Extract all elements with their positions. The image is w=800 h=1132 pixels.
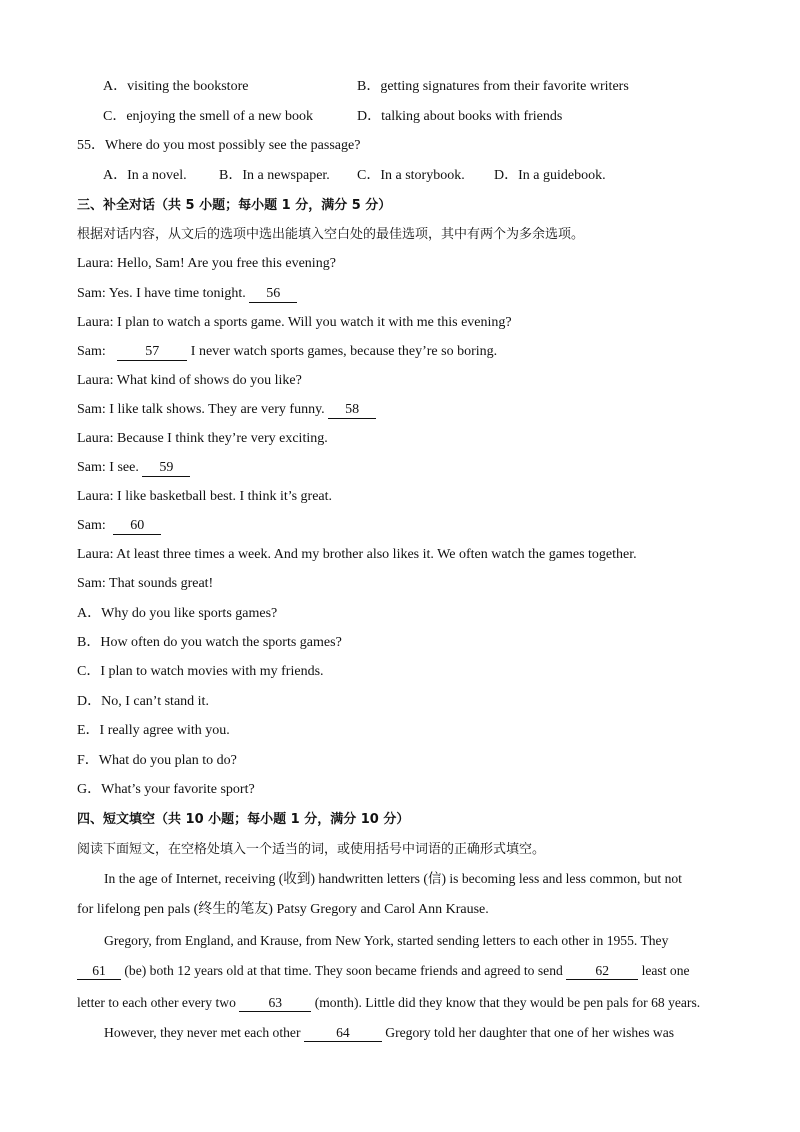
choice-g: G．What’s your favorite sport?	[77, 782, 255, 797]
passage-p1-line1: In the age of Internet, receiving (收到) handwritten letters (信) is becoming less and less common, but not	[104, 871, 682, 886]
blank-57[interactable]: 57	[117, 344, 187, 361]
q54-option-b: B．getting signatures from their favorite writers	[357, 79, 629, 94]
choice-a: A．Why do you like sports games?	[77, 606, 278, 621]
dialogue-line: Laura: I plan to watch a sports game. Will you watch it with me this evening?	[77, 315, 512, 330]
blank-59[interactable]: 59	[142, 460, 190, 477]
blank-58[interactable]: 58	[328, 402, 376, 419]
passage-p2-line3: letter to each other every two 63 (month). Little did they know that they would be pen pals for 68 years.	[77, 995, 701, 1010]
q55-option-a: A．In a novel.	[103, 168, 187, 183]
q55-question: 55．Where do you most possibly see the passage?	[77, 138, 361, 153]
blank-62[interactable]: 62	[566, 963, 638, 980]
section3-instruction: 根据对话内容，从文后的选项中选出能填入空白处的最佳选项，其中有两个为多余选项。	[77, 227, 585, 242]
choice-f: F．What do you plan to do?	[77, 753, 237, 768]
dialogue-line: Sam: That sounds great!	[77, 576, 214, 591]
dialogue-line: Sam: I like talk shows. They are very funny. 58	[77, 401, 376, 419]
section4-heading: 四、短文填空（共 10 小题；每小题 1 分，满分 10 分）	[77, 812, 410, 827]
blank-56[interactable]: 56	[249, 286, 297, 303]
dialogue-line: Laura: Because I think they’re very exciting.	[77, 431, 328, 446]
blank-60[interactable]: 60	[113, 518, 161, 535]
passage-p1-line2: for lifelong pen pals (终生的笔友) Patsy Gregory and Carol Ann Krause.	[77, 902, 489, 917]
choice-d: D．No, I can’t stand it.	[77, 694, 209, 709]
choice-c: C．I plan to watch movies with my friends.	[77, 664, 324, 679]
dialogue-line: Sam: 57 I never watch sports games, because they’re so boring.	[77, 344, 498, 359]
dialogue-line: Laura: Hello, Sam! Are you free this evening?	[77, 256, 336, 271]
dialogue-line: Laura: I like basketball best. I think it’s great.	[77, 489, 333, 504]
dialogue-line: Laura: What kind of shows do you like?	[77, 373, 302, 388]
passage-p2-line2: 61 (be) both 12 years old at that time. They soon became friends and agreed to send 62 least one	[77, 962, 690, 980]
q55-option-d: D．In a guidebook.	[494, 168, 606, 183]
q54-option-a: A．visiting the bookstore	[103, 79, 249, 94]
q55-option-b: B．In a newspaper.	[219, 168, 330, 183]
blank-61[interactable]: 61	[77, 963, 121, 980]
passage-p3-line1: However, they never met each other 64 Gregory told her daughter that one of her wishes was	[104, 1025, 675, 1040]
q55-option-c: C．In a storybook.	[357, 168, 465, 183]
blank-63[interactable]: 63	[239, 995, 311, 1012]
passage-p2-line1: Gregory, from England, and Krause, from New York, started sending letters to each other in 1955. They	[104, 933, 669, 948]
dialogue-line: Laura: At least three times a week. And my brother also likes it. We often watch the games together.	[77, 547, 637, 562]
blank-64[interactable]: 64	[304, 1025, 382, 1042]
dialogue-line: Sam: Yes. I have time tonight. 56	[77, 285, 297, 303]
section3-heading: 三、补全对话（共 5 小题；每小题 1 分，满分 5 分）	[77, 198, 392, 213]
section4-instruction: 阅读下面短文，在空格处填入一个适当的词，或使用括号中词语的正确形式填空。	[77, 842, 546, 857]
q54-option-c: C．enjoying the smell of a new book	[103, 109, 313, 124]
dialogue-line: Sam: 60	[77, 517, 161, 535]
choice-b: B．How often do you watch the sports games?	[77, 635, 342, 650]
dialogue-line: Sam: I see. 59	[77, 459, 190, 477]
q54-option-d: D．talking about books with friends	[357, 109, 563, 124]
choice-e: E．I really agree with you.	[77, 723, 230, 738]
